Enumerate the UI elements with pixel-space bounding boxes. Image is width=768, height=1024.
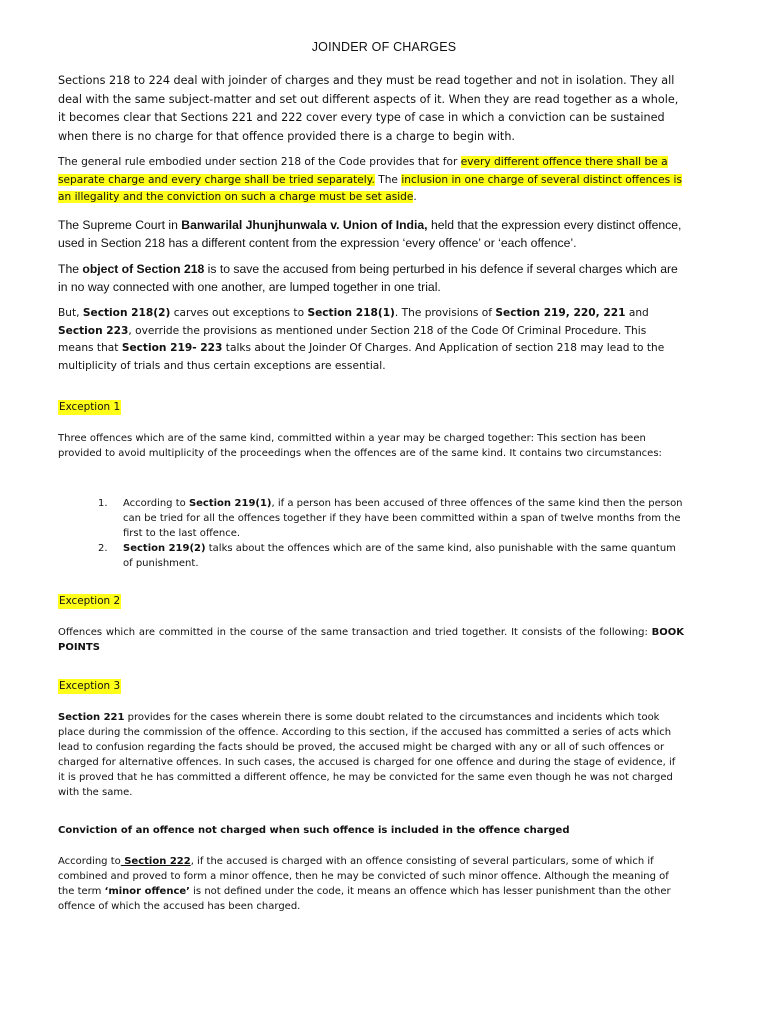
list-item: 1. According to Section 219(1), if a person has been accused of three offences of the same kind then the person can be tried for all the offences together if they have been committed within a span of twelve months from the first to the last offence. [98, 498, 683, 539]
highlight-separate-charge: every different offence there shall be a separate charge and every charge shall be tried separately. [58, 156, 668, 186]
exception-2-text: Offences which are committed in the course of the same transaction and tried together. It consists of the following: BOOK POINTS [58, 627, 684, 653]
supreme-court-paragraph: The Supreme Court in Banwarilal Jhunjhunwala v. Union of India, held that the expression every distinct offence, used in Section 218 has a different content from the expression ‘every offence’ or ‘each offence’. [58, 218, 682, 250]
conviction-paragraph: According to Section 222, if the accused is charged with an offence consisting of several particulars, some of which if combined and proved to form a minor offence, then he may be convicted of such minor offence. Although the meaning of the term ‘minor offence’ is not defined under the code, it means an offence which has lesser punishment than the other offence of which the accused has been charged. [58, 856, 671, 912]
exception-3-text: Section 221 provides for the cases wherein there is some doubt related to the circumstances and incidents which took place during the commission of the offence. According to this section, if the accused has committed a series of acts which lead to confusion regarding the facts should be proved, the accused might be charged with any or all of such offences or charged for alternative offences. In such cases, the accused is charged for one offence and during the stage of evidence, if it is proved that he has committed a different offence, he may be convicted for the same even though he was not charged with the same. [58, 712, 676, 798]
exception-3-label: Exception 3 [59, 680, 121, 692]
case-name: Banwarilal Jhunjhunwala v. Union of India, [181, 218, 428, 232]
intro-paragraph: Sections 218 to 224 deal with joinder of charges and they must be read together and not in isolation. They all deal with the same subject-matter and set out different aspects of it. When they are read together as a whole, it becomes clear that Sections 221 and 222 cover every type of case in which a conviction can be sustained when there is no charge for that offence provided there is a charge to begin with. [58, 74, 679, 143]
document-title: JOINDER OF CHARGES [311, 40, 457, 54]
list-item: 2. Section 219(2) talks about the offences which are of the same kind, also punishable with the same quantum of punishment. [98, 543, 676, 569]
object-paragraph: The object of Section 218 is to save the accused from being perturbed in his defence if several charges which are in no way connected with one another, are lumped together in one trial. [58, 262, 678, 294]
exceptions-overview-paragraph: But, Section 218(2) carves out exceptions to Section 218(1). The provisions of Section 219, 220, 221 and Section 223, override the provisions as mentioned under Section 218 of the Code Of Criminal Procedure. This means that Section 219- 223 talks about the Joinder Of Charges. And Application of section 218 may lead to the multiplicity of trials and thus certain exceptions are essential. [58, 307, 665, 372]
exception-2-label: Exception 2 [59, 595, 121, 607]
highlight-illegality: inclusion in one charge of several distinct offences is an illegality and the conviction on such a charge must be set aside [58, 173, 683, 203]
exception-1-label: Exception 1 [59, 401, 121, 413]
conviction-heading: Conviction of an offence not charged when such offence is included in the offence charged [58, 825, 570, 836]
general-rule-paragraph: The general rule embodied under section 218 of the Code provides that for every different offence there shall be a separate charge and every charge shall be tried separately. The inclusion in one charge of several distinct offences is an illegality and the conviction on such a charge must be set aside. [58, 156, 683, 203]
section-222-link: Section 222 [120, 856, 191, 867]
exception-1-intro: Three offences which are of the same kind, committed within a year may be charged together: This section has been provided to avoid multiplicity of the proceedings when the offences are of the same kind. It contains two circumstances: [58, 433, 662, 459]
